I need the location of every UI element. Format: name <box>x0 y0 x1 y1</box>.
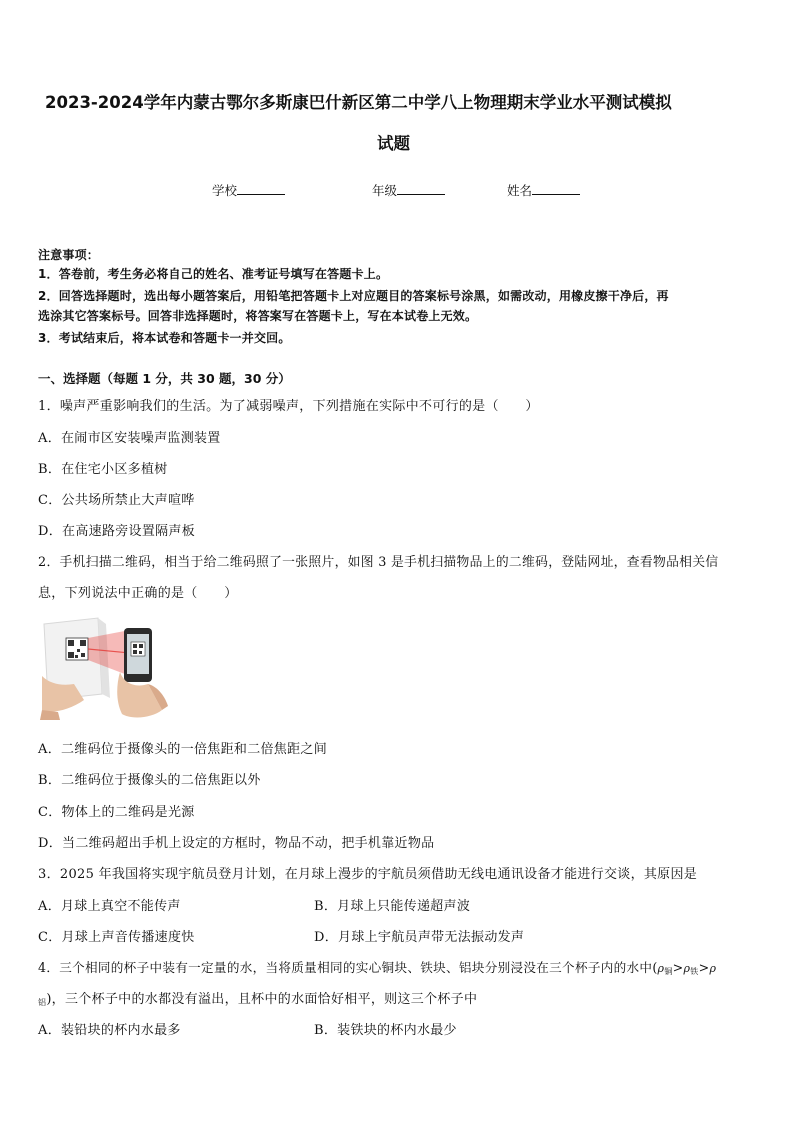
greater-than: > <box>672 960 684 975</box>
grade-field <box>372 181 445 199</box>
q2-option-a: A．二维码位于摄像头的一倍焦距和二倍焦距之间 <box>38 742 327 757</box>
q4-stem-text-2: )，三个杯子中的水都没有溢出，且杯中的水面恰好相平，则这三个杯子中 <box>46 992 478 1007</box>
notes-item-1: 1．答卷前，考生务必将自己的姓名、准考证号填写在答题卡上。 <box>38 267 389 281</box>
name-blank <box>532 182 580 195</box>
greater-than: > <box>698 960 710 975</box>
q1-option-c: C．公共场所禁止大声喧哗 <box>38 493 195 508</box>
school-field <box>212 181 285 199</box>
q2-stem: 2．手机扫描二维码，相当于给二维码照了一张照片，如图 3 是手机扫描物品上的二维码，登陆网址，查看物品相关信 <box>38 555 719 570</box>
school-blank <box>237 182 285 195</box>
q1-stem: 1．噪声严重影响我们的生活。为了减弱噪声，下列措施在实际中不可行的是（ ） <box>38 399 539 414</box>
subscript-aluminum: 铝 <box>38 998 47 1007</box>
section-heading: 一、选择题（每题 1 分，共 30 题，30 分） <box>38 371 291 386</box>
rho-symbol: ρ <box>683 962 691 975</box>
notes-item-3: 3．考试结束后，将本试卷和答题卡一并交回。 <box>38 331 291 345</box>
name-field <box>507 181 580 199</box>
q2-option-b: B．二维码位于摄像头的二倍焦距以外 <box>38 773 261 788</box>
q3-option-c: C．月球上声音传播速度快 <box>38 930 195 945</box>
q2-option-d: D．当二维码超出手机上设定的方框时，物品不动，把手机靠近物品 <box>38 836 435 851</box>
q4-stem-text: 4．三个相同的杯子中装有一定量的水，当将质量相同的实心铜块、铁块、铝块分别浸没在三个杯子内的水中( <box>38 960 658 975</box>
q4-stem-continued <box>38 988 477 1008</box>
q2-option-c: C．物体上的二维码是光源 <box>38 805 195 820</box>
q1-option-d: D．在高速路旁设置隔声板 <box>38 524 196 539</box>
notes-heading: 注意事项： <box>38 248 100 262</box>
page-title: 2023-2024学年内蒙古鄂尔多斯康巴什新区第二中学八上物理期末学业水平测试模拟 <box>45 93 672 112</box>
q1-option-a: A．在闹市区安装噪声监测装置 <box>38 431 221 446</box>
subscript-copper: 铜 <box>664 967 673 976</box>
q3-option-b: B．月球上只能传递超声波 <box>314 899 471 914</box>
q1-option-b: B．在住宅小区多植树 <box>38 462 168 477</box>
rho-symbol: ρ <box>709 962 717 975</box>
notes-item-2: 2．回答选择题时，选出每小题答案后，用铅笔把答题卡上对应题目的答案标号涂黑，如需改动，用橡皮擦干净后，再 <box>38 289 669 303</box>
notes-item-2-continued: 选涂其它答案标号。回答非选择题时，将答案写在答题卡上，写在本试卷上无效。 <box>38 309 478 323</box>
grade-label: 年级 <box>372 183 398 198</box>
grade-blank <box>397 182 445 195</box>
q3-option-d: D．月球上宇航员声带无法振动发声 <box>314 930 525 945</box>
school-label: 学校 <box>212 183 238 198</box>
page-title-continued: 试题 <box>377 134 410 153</box>
q3-stem: 3．2025 年我国将实现宇航员登月计划，在月球上漫步的宇航员须借助无线电通讯设备才能进行交谈，其原因是 <box>38 867 698 882</box>
subscript-iron: 铁 <box>690 967 699 976</box>
q4-stem <box>38 957 716 977</box>
qr-scan-illustration <box>40 614 170 720</box>
q3-option-a: A．月球上真空不能传声 <box>38 899 181 914</box>
name-label: 姓名 <box>507 183 533 198</box>
rho-symbol: ρ <box>657 962 665 975</box>
q4-option-a: A．装铅块的杯内水最多 <box>38 1023 181 1038</box>
q2-stem-continued: 息，下列说法中正确的是（ ） <box>38 586 238 601</box>
q4-option-b: B．装铁块的杯内水最少 <box>314 1023 457 1038</box>
